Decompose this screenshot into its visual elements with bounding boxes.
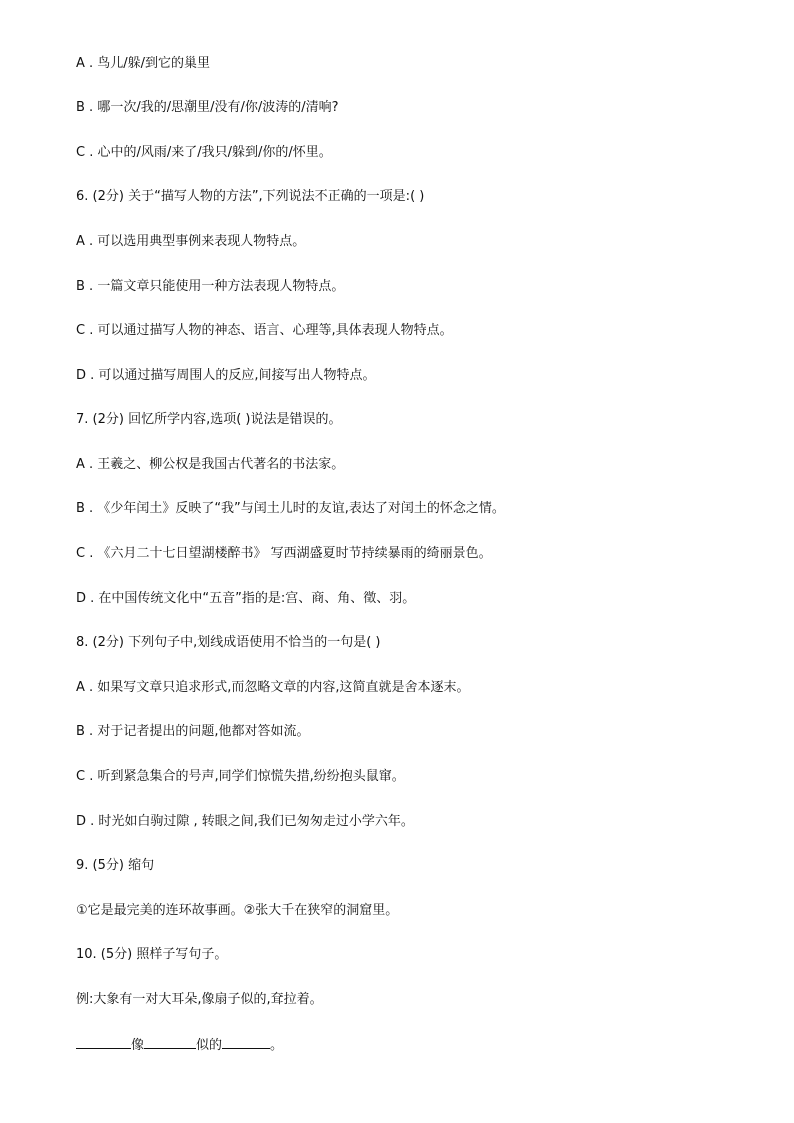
option-8a: A . 如果写文章只追求形式,而忽略文章的内容,这简直就是舍本逐末。	[76, 680, 470, 695]
option-7c: C . 《六月二十七日望湖楼醉书》 写西湖盛夏时节持续暴雨的绮丽景色。	[76, 546, 492, 561]
option-5b: B . 哪一次/我的/思潮里/没有/你/波涛的/清响?	[76, 100, 339, 115]
option-8b: B . 对于记者提出的问题,他都对答如流。	[76, 724, 310, 739]
question-10-example: 例:大象有一对大耳朵,像扇子似的,耷拉着。	[76, 992, 323, 1007]
fill-word-1: 像	[131, 1038, 145, 1053]
option-8c: C . 听到紧急集合的号声,同学们惊慌失措,纷纷抱头鼠窜。	[76, 769, 405, 784]
option-7d: D . 在中国传统文化中“五音”指的是:宫、商、角、徵、羽。	[76, 591, 416, 606]
question-10: 10. (5分) 照样子写句子。	[76, 947, 228, 962]
question-8: 8. (2分) 下列句子中,划线成语使用不恰当的一句是( )	[76, 635, 381, 650]
option-5a: A . 鸟儿/躲/到它的巢里	[76, 56, 211, 71]
option-8d: D . 时光如白驹过隙 , 转眼之间,我们已匆匆走过小学六年。	[76, 814, 414, 829]
option-7b: B . 《少年闰土》反映了“我”与闰土儿时的友谊,表达了对闰土的怀念之情。	[76, 501, 505, 516]
fill-word-2: 似的	[196, 1038, 223, 1053]
option-6a: A . 可以选用典型事例来表现人物特点。	[76, 234, 306, 249]
question-9: 9. (5分) 缩句	[76, 858, 155, 873]
option-6c: C . 可以通过描写人物的神态、语言、心理等,具体表现人物特点。	[76, 323, 453, 338]
option-7a: A . 王羲之、柳公权是我国古代著名的书法家。	[76, 457, 345, 472]
option-6b: B . 一篇文章只能使用一种方法表现人物特点。	[76, 279, 345, 294]
fill-end: 。	[270, 1038, 284, 1053]
question-9-content: ①它是最完美的连环故事画。②张大千在狭窄的洞窟里。	[76, 903, 399, 918]
question-10-fill-line	[76, 1035, 283, 1055]
question-6: 6. (2分) 关于“描写人物的方法”,下列说法不正确的一项是:( )	[76, 189, 425, 204]
option-5c: C . 心中的/风雨/来了/我只/躲到/你的/怀里。	[76, 145, 332, 160]
question-7: 7. (2分) 回忆所学内容,选项( )说法是错误的。	[76, 412, 342, 427]
option-6d: D . 可以通过描写周围人的反应,间接写出人物特点。	[76, 368, 376, 383]
answer-blank-1[interactable]	[76, 1035, 131, 1049]
answer-blank-3[interactable]	[222, 1035, 270, 1049]
answer-blank-2[interactable]	[144, 1035, 196, 1049]
